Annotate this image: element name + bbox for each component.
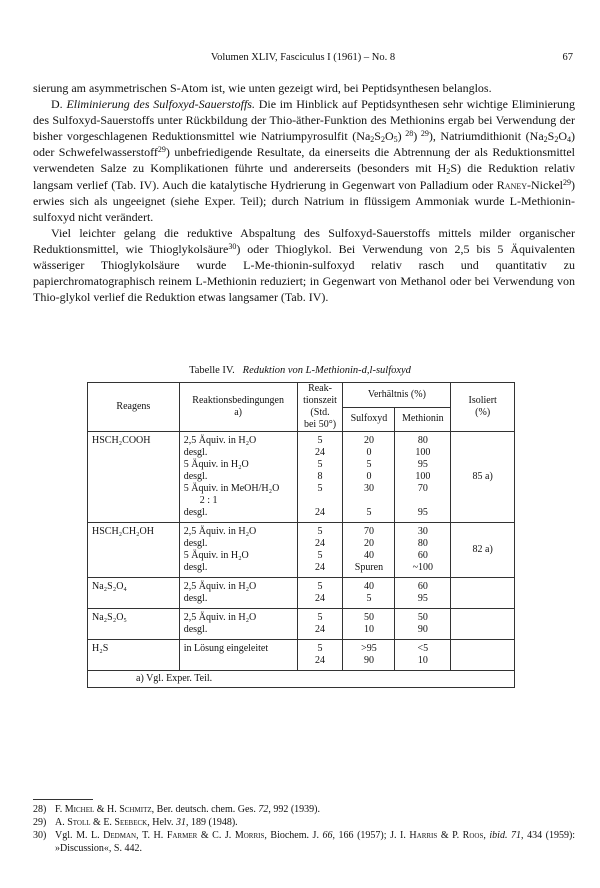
- p2-s7: 2: [446, 167, 451, 177]
- p3-t4: -Methionin reduziert; in Gegenwart von Methanol oder bei Verwendung von Thio-glykol verlief die Reduktion etwas langsamer (Tab. IV).: [33, 274, 575, 305]
- footnote-28: [33, 803, 575, 816]
- reagens-cell: [88, 523, 180, 578]
- footnote-rule: [33, 799, 93, 800]
- p2-lead: D.: [51, 97, 67, 112]
- table-row-group: [88, 523, 515, 578]
- time-value: 5: [317, 435, 323, 446]
- conditions-cell: [179, 578, 297, 609]
- isoliert-cell: [451, 523, 515, 578]
- p2-s1: 2: [370, 135, 375, 145]
- conditions-cell: [179, 523, 297, 578]
- col-reagens: Reagens: [88, 383, 180, 432]
- time-value: 24: [315, 562, 325, 573]
- section-title: Eliminierung des Sulfoxyd-Sauerstoffs.: [66, 97, 255, 112]
- col-isoliert: [451, 383, 515, 432]
- conditions-value: desgl.: [183, 562, 208, 573]
- sulfoxyd-value: 20: [363, 538, 374, 549]
- methionin-value: 70: [417, 483, 428, 494]
- p2-t4: ): [397, 129, 402, 144]
- table-body: [88, 432, 515, 688]
- time-value: 24: [315, 624, 325, 635]
- footnote-text: , 434 (1959): »Discussion«, S. 442.: [55, 830, 576, 854]
- isoliert-cell: [451, 432, 515, 523]
- isoliert-value: 82 a): [472, 544, 493, 555]
- sulfoxyd-value: 70: [363, 526, 374, 537]
- col-bedingungen: [179, 383, 297, 432]
- methionin-value: 50: [417, 612, 428, 623]
- conditions-value: 2 : 1: [199, 495, 218, 506]
- time-value: 5: [317, 483, 323, 494]
- author-name: A. Stoll: [55, 817, 91, 828]
- methionin-value: 80: [417, 538, 428, 549]
- sulfoxyd-value: 50: [363, 612, 374, 623]
- page-number: 67: [562, 52, 573, 63]
- methionin-value: 95: [417, 459, 428, 470]
- time-value: 5: [317, 550, 323, 561]
- p2-t1: Die im Hinblick auf Peptidsynthesen sehr wichtige Eliminierung des Sulfoxyd-Sauerstoffs unter Rückbildung der Thio-äther-Funktion des Methionins ergab bei Verwendung der bisher vorgeschlagenen Reduktionsmittel wie Natriumpyrosulfit (Na: [33, 97, 575, 144]
- volume-number: 66: [322, 830, 333, 841]
- p3-t2: ) oder Thioglykol. Bei Verwendung von 2,5 bis 5 Äquivalenten wässeriger Thioglykolsäure wurde: [33, 241, 575, 273]
- body-text: [33, 80, 575, 305]
- sulfoxyd-value: Spuren: [354, 562, 384, 573]
- methionin-value: ~100: [412, 562, 434, 573]
- conditions-value: 2,5 Äquiv. in H₂O: [183, 435, 257, 446]
- footnotes: [33, 803, 575, 855]
- isoliert-cell: [451, 640, 515, 671]
- p2-t8: O: [558, 129, 568, 144]
- time-value: 5: [317, 643, 323, 654]
- sulfoxyd-cell: [343, 523, 395, 578]
- author-name: C. J. Morris: [212, 830, 265, 841]
- conditions-value: in Lösung eingeleitet: [183, 643, 269, 654]
- table-caption-l: L: [305, 365, 312, 376]
- reagens-cell: [88, 432, 180, 523]
- table-caption: [0, 365, 600, 376]
- sulfoxyd-value: 40: [363, 550, 374, 561]
- p2-s4: 2: [543, 135, 548, 145]
- time-value: 24: [315, 655, 325, 666]
- time-value: 5: [317, 526, 323, 537]
- methionin-value: 30: [417, 526, 428, 537]
- journal-citation: Volumen XLIV, Fasciculus I (1961) – No. 8: [210, 52, 396, 63]
- col-verhaeltnis: Verhältnis (%): [343, 383, 451, 408]
- ref-29c: 29: [563, 177, 571, 187]
- footnote-text: , 189 (1948).: [186, 817, 238, 828]
- methionin-cell: [395, 578, 451, 609]
- ref-29: 29: [417, 129, 429, 139]
- p3-t3: -Me-thionin-sulfoxyd relativ rasch und quantitativ zu papierchromatographisch reinem: [33, 258, 576, 289]
- p2-t14: -Methionin-sulfoxyd nicht verändert.: [33, 193, 575, 224]
- p2-t10: ) unbefriedigende Resultate, da einerseits die Abtrennung der als Reduktionsmittel verwendeten Salze zu Komplikationen führte und andererseits (besonders mit H: [33, 145, 575, 176]
- conditions-value: [184, 655, 293, 667]
- methionin-value: 60: [417, 581, 428, 592]
- sulfoxyd-value: 5: [366, 593, 372, 604]
- methionin-value: 60: [417, 550, 428, 561]
- conditions-value: 5 Äquiv. in H₂O: [183, 550, 249, 561]
- p2-s2: 2: [380, 135, 385, 145]
- running-header: [33, 52, 573, 66]
- ref-30: 30: [228, 241, 237, 251]
- table-row-group: [88, 432, 515, 523]
- p2-t3: O: [384, 129, 394, 144]
- footnote-mark: 28): [33, 804, 47, 815]
- isoliert-value: 85 a): [472, 471, 493, 482]
- sulfoxyd-cell: [343, 578, 395, 609]
- ref-28: 28: [401, 129, 414, 139]
- paragraph-2: [33, 96, 575, 225]
- conditions-value: desgl.: [183, 593, 208, 604]
- conditions-value: 5 Äquiv. in MeOH/H₂O: [183, 483, 280, 494]
- methionin-cell: [395, 432, 451, 523]
- conditions-cell: [179, 432, 297, 523]
- table-row-group: [88, 609, 515, 640]
- footnote-30: [33, 829, 575, 855]
- footnote-text: &: [437, 830, 453, 841]
- p2-t2: S: [374, 129, 381, 144]
- time-value: 5: [317, 581, 323, 592]
- methionin-cell: [395, 609, 451, 640]
- col-zeit-2: tionszeit: [303, 395, 337, 406]
- conditions-value: desgl.: [183, 447, 208, 458]
- time-value: 24: [315, 593, 325, 604]
- conditions-cell: [179, 640, 297, 671]
- footnote-text: &: [90, 817, 104, 828]
- time-value: 24: [315, 447, 325, 458]
- author-name: M. L. Dedman: [76, 830, 137, 841]
- time-value: 5: [317, 459, 323, 470]
- ref-29b: 29: [157, 145, 166, 155]
- time-value: 5: [317, 612, 323, 623]
- conditions-value: desgl.: [183, 507, 208, 518]
- conditions-cell: [179, 609, 297, 640]
- reagens-text: H₂S: [92, 643, 109, 654]
- reagens-text: Na₂S₂O₅: [92, 612, 127, 623]
- p2-s5: 2: [554, 135, 559, 145]
- author-name: P. Roos: [452, 830, 484, 841]
- col-methionin: Methionin: [395, 407, 451, 432]
- table-row-group: [88, 578, 515, 609]
- volume-number: 31: [176, 817, 187, 828]
- sulfoxyd-value: 20: [363, 435, 374, 446]
- conditions-value: 2,5 Äquiv. in H₂O: [183, 581, 257, 592]
- paragraph-3: [33, 225, 575, 305]
- col-zeit-3: (Std.: [310, 407, 330, 418]
- footnote-mark: 29): [33, 817, 47, 828]
- author-name: J. I. Harris: [390, 830, 438, 841]
- time-value: 24: [315, 538, 325, 549]
- table-caption-prefix: Tabelle IV.: [189, 365, 235, 376]
- table-row-group: [88, 640, 515, 671]
- footnote-mark: 30): [33, 830, 47, 841]
- sulfoxyd-value: 5: [366, 459, 372, 470]
- methionin-value: 90: [417, 624, 428, 635]
- footnote-text: ,: [136, 830, 143, 841]
- footnote-text: , 166 (1957);: [332, 830, 391, 841]
- time-cell: [297, 523, 343, 578]
- reagens-cell: [88, 609, 180, 640]
- sulfoxyd-value: 30: [363, 483, 374, 494]
- p2-t9: ) oder Schwefelwasserstoff: [33, 129, 576, 160]
- footnote-text: , 992 (1939).: [268, 804, 320, 815]
- col-zeit-4: bei 50°): [303, 419, 337, 430]
- table-footnote-row: [88, 671, 515, 688]
- methionin-value: 10: [417, 655, 428, 666]
- methionin-value: 80: [417, 435, 428, 446]
- reagens-cell: [88, 578, 180, 609]
- conditions-value: desgl.: [183, 538, 208, 549]
- col-isoliert-2: (%): [475, 407, 491, 418]
- footnote-29: [33, 816, 575, 829]
- sulfoxyd-cell: [343, 640, 395, 671]
- sulfoxyd-cell: [343, 609, 395, 640]
- reagens-text: Na₂S₂O₄: [92, 581, 127, 592]
- conditions-value: desgl.: [183, 624, 208, 635]
- methionin-cell: [395, 523, 451, 578]
- p2-s6: 4: [567, 135, 572, 145]
- col-zeit-1: Reak-: [308, 383, 332, 394]
- author-name: E. Seebeck: [103, 817, 148, 828]
- methionin-value: 95: [417, 593, 428, 604]
- paragraph-1-text: sierung am asymmetrischen S-Atom ist, wie unten gezeigt wird, bei Peptidsynthesen belanglos.: [33, 81, 492, 95]
- time-value: [302, 495, 339, 507]
- isoliert-cell: [451, 609, 515, 640]
- methionin-value: 95: [417, 507, 428, 518]
- time-value: 8: [317, 471, 323, 482]
- results-table: [87, 382, 515, 688]
- p2-t13: ) erwies sich als ungeeignet (siehe Exper. Teil); durch Natrium in flüssigem Ammoniak wurde: [33, 177, 575, 208]
- sulfoxyd-value: 40: [363, 581, 374, 592]
- table-caption-title-a: Reduktion von: [242, 365, 306, 376]
- conditions-value: 2,5 Äquiv. in H₂O: [183, 526, 257, 537]
- conditions-value: 5 Äquiv. in H₂O: [183, 459, 249, 470]
- sulfoxyd-value: 5: [366, 507, 372, 518]
- reagens-cell: [88, 640, 180, 671]
- table-footnote: a) Vgl. Exper. Teil.: [88, 671, 515, 688]
- p2-t11: S) die Reduktion relativ langsam verlief (Tab. IV). Auch die katalytische Hydrierung in Gegenwart von Palladium oder: [33, 161, 575, 192]
- p2-t12: -Nickel: [527, 177, 563, 192]
- conditions-value: 2,5 Äquiv. in H₂O: [183, 612, 257, 623]
- methionin-cell: [395, 640, 451, 671]
- volume-number: 72: [258, 804, 269, 815]
- l-prefix-3: L: [195, 274, 203, 289]
- col-bedingungen-label: Reaktionsbedingungen: [192, 395, 284, 406]
- footnote-text: &: [197, 830, 213, 841]
- time-cell: [297, 609, 343, 640]
- conditions-value: desgl.: [183, 471, 208, 482]
- methionin-value: 100: [415, 471, 431, 482]
- footnote-text: , Biochem. J.: [264, 830, 323, 841]
- methionin-value: 100: [415, 447, 431, 458]
- time-cell: [297, 640, 343, 671]
- footnote-text: Vgl.: [55, 830, 77, 841]
- col-isoliert-1: Isoliert: [468, 395, 497, 406]
- methionin-value: [399, 495, 446, 507]
- sulfoxyd-value: 10: [363, 624, 374, 635]
- sulfoxyd-value: 0: [366, 447, 372, 458]
- time-cell: [297, 578, 343, 609]
- footnote-text: , Helv.: [147, 817, 177, 828]
- col-sulfoxyd: Sulfoxyd: [343, 407, 395, 432]
- footnote-text: , Ber. deutsch. chem. Ges.: [151, 804, 259, 815]
- footnote-text: &: [94, 804, 108, 815]
- paragraph-1: [33, 80, 575, 96]
- l-prefix-2: L: [243, 258, 251, 273]
- p2-t5: ): [413, 129, 418, 144]
- time-value: 24: [315, 507, 325, 518]
- col-bedingungen-note: a): [234, 407, 243, 418]
- sulfoxyd-value: >95: [361, 643, 377, 654]
- sulfoxyd-value: [347, 495, 390, 507]
- footnote-text: ,: [483, 830, 490, 841]
- author-name: H. Schmitz: [107, 804, 152, 815]
- p2-t7: S: [547, 129, 555, 144]
- p2-s3: 5: [393, 135, 398, 145]
- reagens-text: HSCH₂CH₂OH: [92, 526, 154, 537]
- col-zeit: [297, 383, 343, 432]
- time-cell: [297, 432, 343, 523]
- l-prefix: L: [509, 193, 517, 208]
- raney-name: Raney: [496, 177, 528, 192]
- author-name: F. Michel: [55, 804, 95, 815]
- sulfoxyd-cell: [343, 432, 395, 523]
- sulfoxyd-value: 90: [363, 655, 374, 666]
- methionin-value: <5: [417, 643, 429, 654]
- sulfoxyd-value: 0: [366, 471, 372, 482]
- table-caption-title-b: -Methionin-d,l-sulfoxyd: [311, 365, 411, 376]
- isoliert-cell: [451, 578, 515, 609]
- author-name: T. H. Farmer: [142, 830, 198, 841]
- p2-t6: ), Natriumdithionit (Na: [428, 129, 544, 144]
- volume-number: ibid. 71: [489, 830, 522, 841]
- reagens-text: HSCH₂COOH: [92, 435, 151, 446]
- p3-t1: Viel leichter gelang die reduktive Abspaltung des Sulfoxyd-Sauerstoffs mittels milder organischer Reduktionsmittel, wie Thioglykolsäure: [33, 225, 575, 256]
